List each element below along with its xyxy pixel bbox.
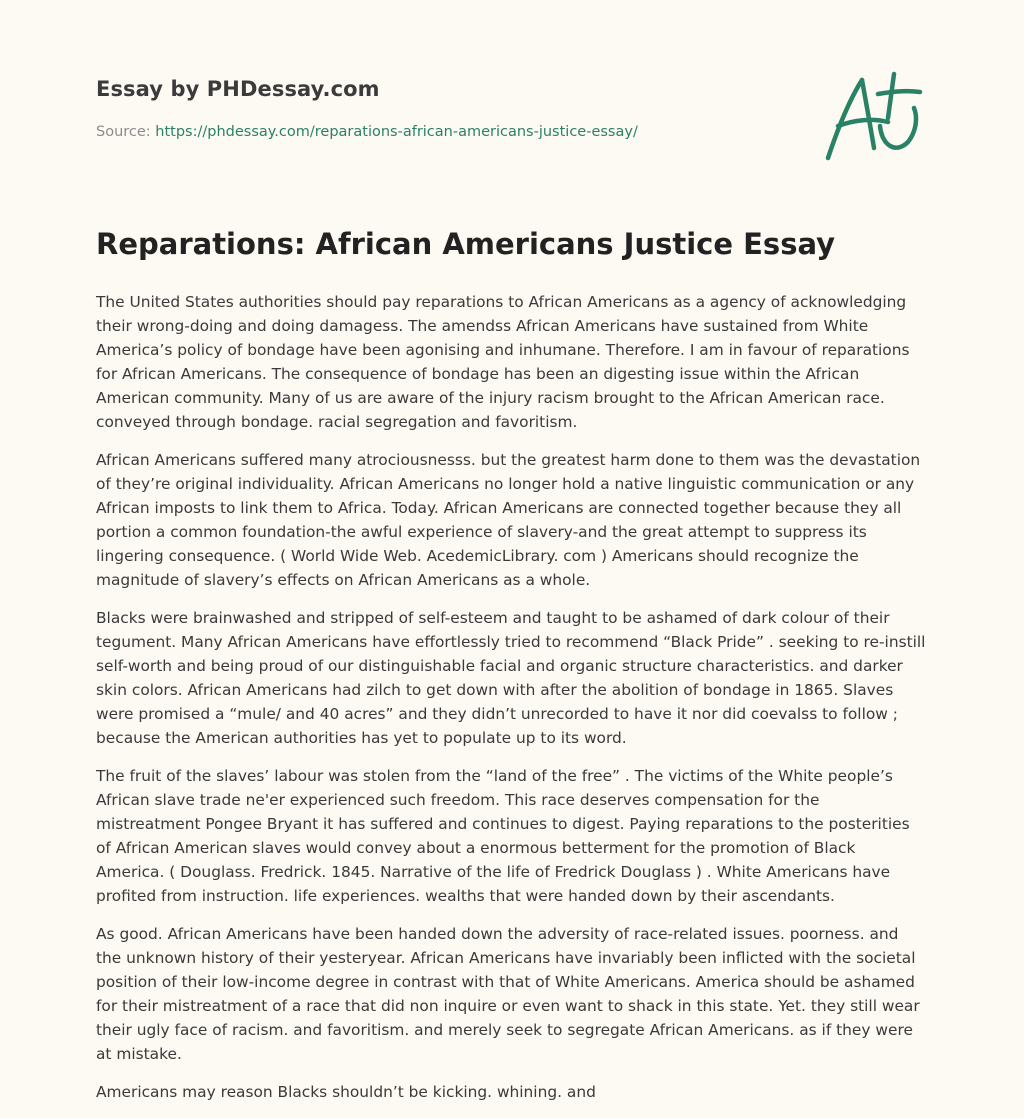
essay-paragraph: The United States authorities should pay reparations to African Americans as a agency of acknowledging their wrong-doing and doing damagess. The amendss African Americans have sustained from White America’s policy of bondage have been agonising and inhumane. Therefore. I am in favour of reparations for African Americans. The consequence of bondage has been an digesting issue within the African American community. Many of us are aware of the injury racism brought to the African American race. conveyed through bondage. racial segregation and favoritism.: [96, 293, 910, 431]
brand-title: Essay by PHDessay.com: [96, 77, 380, 101]
a-plus-logo-icon: [824, 68, 926, 164]
source-line: [96, 124, 638, 140]
essay-paragraph: Americans may reason Blacks shouldn’t be kicking. whining. and: [96, 1083, 596, 1101]
essay-paragraph: As good. African Americans have been handed down the adversity of race-related issues. poorness. and the unknown history of their yesteryear. African Americans have invariably been inflicted with the societal position of their low-income degree in contrast with that of White Americans. America should be ashamed for their mistreatment of a race that did non inquire or even want to shack in this state. Yet. they still wear their ugly face of racism. and favoritism. and merely seek to segregate African Americans. as if they were at mistake.: [96, 925, 920, 1063]
site-header: [96, 0, 928, 190]
essay-paragraph: The fruit of the slaves’ labour was stolen from the “land of the free” . The victims of the White people’s African slave trade ne'er experienced such freedom. This race deserves compensation for the mistreatment Pongee Bryant it has suffered and continues to digest. Paying reparations to the posterities of African American slaves would convey about a enormous betterment for the promotion of Black America. ( Douglass. Fredrick. 1845. Narrative of the life of Fredrick Douglass ) . White Americans have profited from instruction. life experiences. wealths that were handed down by their ascendants.: [96, 767, 910, 905]
essay-paragraph: African Americans suffered many atrociousnesss. but the greatest harm done to them was the devastation of they’re original individuality. African Americans no longer hold a native linguistic communication or any African imposts to link them to Africa. Today. African Americans are connected together because they all portion a common foundation-the awful experience of slavery-and the great attempt to suppress its lingering consequence. ( World Wide Web. AcedemicLibrary. com ) Americans should recognize the magnitude of slavery’s effects on African Americans as a whole.: [96, 451, 921, 589]
essay-title: Reparations: African Americans Justice Essay: [96, 227, 836, 261]
essay-paragraph: Blacks were brainwashed and stripped of self-esteem and taught to be ashamed of dark colour of their tegument. Many African Americans have effortlessly tried to recommend “Black Pride” . seeking to re-instill self-worth and being proud of our distinguishable facial and organic structure characteristics. and darker skin colors. African Americans had zilch to get down with after the abolition of bondage in 1865. Slaves were promised a “mule/ and 40 acres” and they didn’t unrecorded to have it nor did coevalss to follow ; because the American authorities has yet to populate up to its word.: [96, 609, 926, 747]
essay-content: [96, 222, 928, 1118]
source-label: Source:: [96, 124, 151, 140]
source-link[interactable]: https://phdessay.com/reparations-african-americans-justice-essay/: [155, 124, 638, 140]
